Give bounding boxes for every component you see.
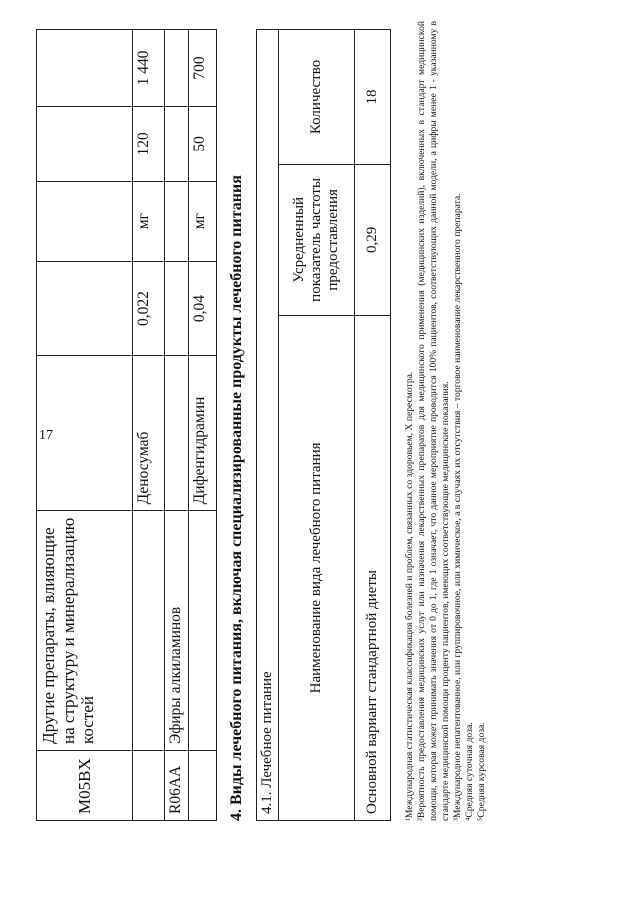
page-number: 17 [39,428,53,443]
atc-code [133,751,165,821]
table-row [133,30,165,821]
drugs-table [36,29,217,821]
atc-code: R06AA [165,751,189,821]
frequency-value: 0,29 [355,164,391,315]
unit-cell [37,181,133,261]
header-food-type: Наименование вида лечебного питания [279,315,355,820]
table-row [355,30,391,821]
freq-value: 0,04 [189,261,217,356]
drug-group: Эфиры алкиламинов [165,511,189,751]
ssd-value: 50 [189,106,217,181]
header-frequency: Усредненный показатель частоты предоставления [279,164,355,315]
table-row [165,30,189,821]
drug-name: Деносумаб [133,356,165,511]
nutrition-table [256,29,391,821]
skd-value: 1 440 [133,30,165,107]
drug-name: Дифенгидрамин [189,356,217,511]
skd-value: 700 [189,30,217,107]
table-row [37,30,133,821]
skd-cell [37,30,133,107]
unit-value: мг [189,181,217,261]
drug-name [37,356,133,511]
food-type-name: Основной вариант стандартной диеты [355,315,391,820]
ssd-cell [165,106,189,181]
ssd-cell [37,106,133,181]
footnote: ³Международное непатентованное, или группировочное, или химическое, а в случаях их отсутствия – торговое наименование лекарственного препарата. [451,193,463,821]
unit-cell [165,181,189,261]
table-row [189,30,217,821]
skd-cell [165,30,189,107]
footnote: ⁴Средняя суточная доза. [463,722,475,821]
quantity-value: 18 [355,30,391,165]
atc-code: M05BX [37,751,133,821]
unit-value: мг [133,181,165,261]
freq-cell [37,261,133,356]
drug-name [165,356,189,511]
freq-cell [165,261,189,356]
footnotes [404,21,488,821]
drug-group [133,511,165,751]
footnote: ¹Международная статистическая классификация болезней и проблем, связанных со здоровьем, X пересмотра. [404,371,415,821]
table-header-row [279,30,355,821]
section-4-title: 4. Виды лечебного питания, включая специализированные продукты лечебного питания [228,175,245,821]
table-row [257,30,279,821]
atc-code [189,751,217,821]
header-quantity: Количество [279,30,355,165]
freq-value: 0,022 [133,261,165,356]
subsection-title: 4.1. Лечебное питание [257,30,279,821]
ssd-value: 120 [133,106,165,181]
drug-group: Другие препараты, влияющие на структуру и минерализацию костей [37,511,133,751]
footnote: ²Вероятность предоставления медицинских услуг или назначения лекарственных препаратов для медицинского применения (медицинских изделий), включенных в стандарт медицинской помощи, которая может принимать значения от 0 до 1, где 1 означает, что данное мероприятие проводится 100% пациентов, соответствующих данной модели, а цифры менее 1 - указанному в стандарте медицинской помощи проценту пациентов, имеющих соответствующие медицинские показания. [415,21,451,821]
drug-group [189,511,217,751]
footnote: ⁵Средняя курсовая доза. [475,722,487,821]
